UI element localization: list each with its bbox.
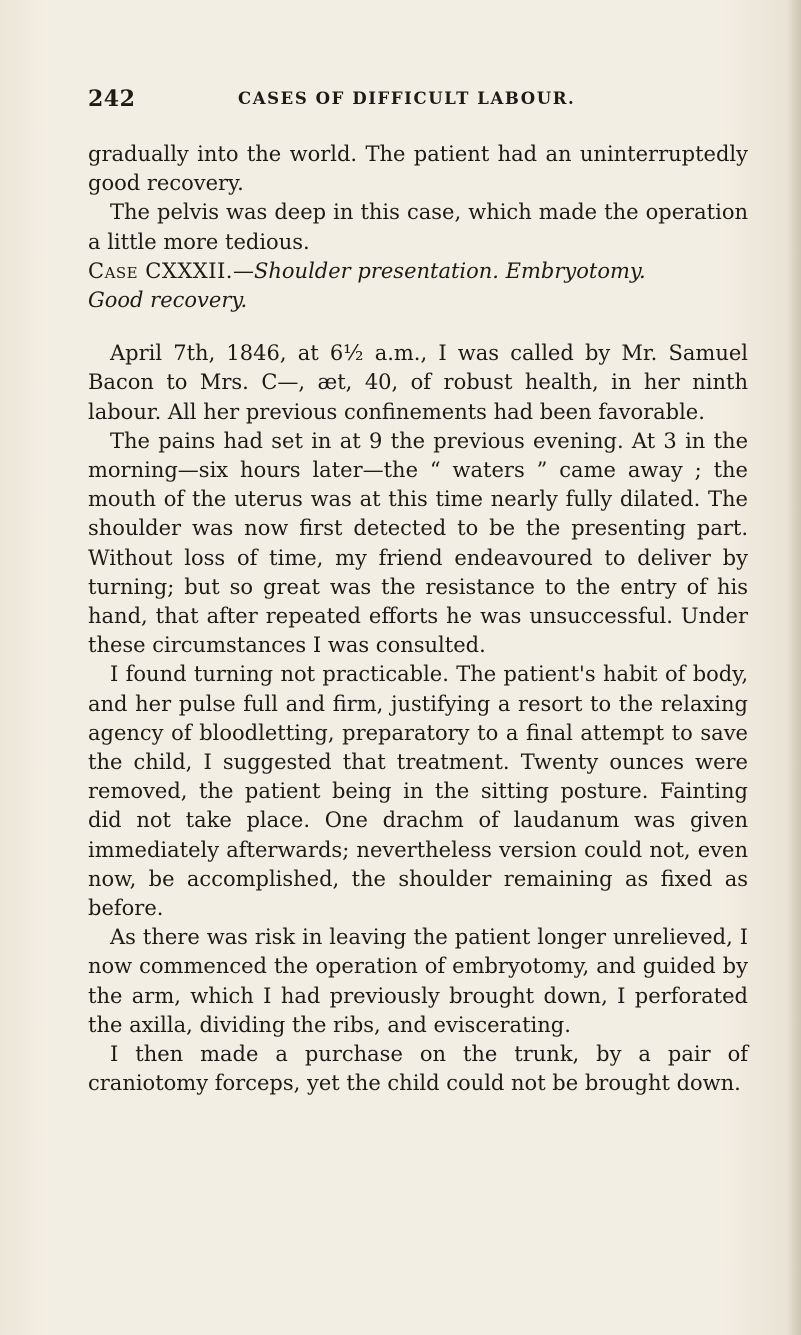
paragraph: I then made a purchase on the trunk, by a pair of craniotomy forceps, yet the child could not be brought down.: [88, 1042, 748, 1096]
running-head: CASES OF DIFFICULT LABOUR.: [238, 89, 576, 108]
paragraph: I found turning not practicable. The patient's habit of body, and her pulse full and firm, justifying a resort to the relaxing agency of bloodletting, preparatory to a final attempt to save the child, I suggested that treatment. Twenty ounces were removed, the patient being in the sitting posture. Fainting did not take place. One drachm of laudanum was given immediately afterwards; nevertheless version could not, even now, be accomplished, the shoulder remaining as fixed as before.: [88, 662, 748, 921]
page-header: [88, 86, 748, 116]
page-number: 242: [88, 86, 136, 112]
paragraph: gradually into the world. The patient had an uninterruptedly good recovery.: [88, 142, 748, 196]
paragraph: The pelvis was deep in this case, which made the operation a little more tedious.: [88, 200, 748, 254]
paragraph: As there was risk in leaving the patient longer unrelieved, I now commenced the operation of embryotomy, and guided by the arm, which I had previously brought down, I perforated the axilla, dividing the ribs, and eviscerating.: [88, 925, 748, 1037]
body-text: [88, 140, 748, 1099]
case-heading: [88, 257, 748, 315]
case-subtitle: Good recovery.: [88, 288, 248, 313]
case-title: —Shoulder presentation. Embryotomy.: [233, 258, 646, 283]
page-edge: [787, 0, 801, 1335]
case-label: Case CXXXII.: [88, 258, 233, 283]
paragraph: The pains had set in at 9 the previous evening. At 3 in the morning—six hours later—the “ waters ” came away ; the mouth of the uterus was at this time nearly fully dilated. The shoulder was now first detected to be the presenting part. Without loss of time, my friend endeavoured to deliver by turning; but so great was the resistance to the entry of his hand, that after repeated efforts he was unsuccessful. Under these circumstances I was consulted.: [88, 428, 748, 658]
paragraph: April 7th, 1846, at 6½ a.m., I was called by Mr. Samuel Bacon to Mrs. C—, æt, 40, of robust health, in her ninth labour. All her previous confinements had been favorable.: [88, 341, 748, 424]
